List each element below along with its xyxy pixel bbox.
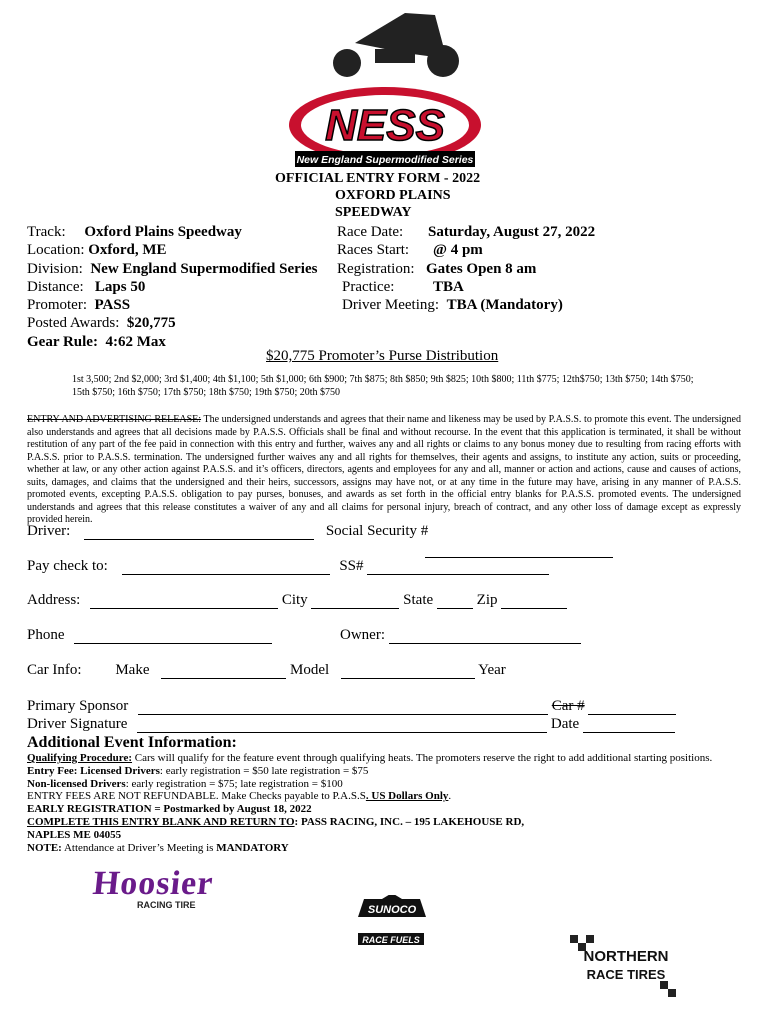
paycheck-field[interactable] bbox=[122, 560, 330, 575]
paycheck-row: Pay check to: SS# bbox=[27, 558, 549, 575]
address-field[interactable] bbox=[90, 594, 278, 609]
zip-field[interactable] bbox=[501, 594, 567, 609]
gear-value: 4:62 Max bbox=[105, 333, 166, 350]
purse-title: $20,775 Promoter’s Purse Distribution bbox=[266, 348, 499, 364]
races-start-value: @ 4 pm bbox=[433, 242, 483, 259]
promoter-value: PASS bbox=[94, 297, 131, 314]
svg-text:SUNOCO: SUNOCO bbox=[367, 904, 417, 916]
release-paragraph bbox=[27, 414, 741, 527]
car-info-row: Car Info: Make Model Year bbox=[27, 662, 506, 678]
track-value: Oxford Plains Speedway bbox=[84, 224, 242, 240]
signature-field[interactable] bbox=[137, 718, 547, 733]
event-details-left: Track: Oxford Plains Speedway Location: Oxford, ME Division: New England Supermodified Series Distance: Laps 50 Promoter: PASS Posted Awards: $20,775 Gear Rule: 4:62 Max bbox=[27, 224, 318, 350]
additional-info: Qualifying Procedure: Cars will qualify for the feature event through qualifying heats. The promoters reserve the right to add additional starting positions. Entry Fee: Licensed Drivers: early registration = $50 late registration = $75 Non-licensed Drivers: early registration = $75; late registration = $100 ENTRY FEES ARE NOT REFUNDABLE. Make Checks payable to P.A.S.S. US Dollars Only. EARLY REGISTRATION = Postmarked by August 18, 2022 COMPLETE THIS ENTRY BLANK AND RETURN TO: PASS RACING, INC. – 195 LAKEHOUSE RD, NAPLES ME 04055 NOTE: Attendance at Driver’s Meeting is MANDATORY bbox=[27, 752, 713, 854]
ss-field[interactable] bbox=[367, 560, 549, 575]
division-value: New England Supermodified Series bbox=[90, 260, 318, 277]
additional-heading: Additional Event Information: bbox=[27, 734, 237, 751]
model-field[interactable] bbox=[341, 664, 475, 679]
release-heading: ENTRY AND ADVERTISING RELEASE: bbox=[27, 414, 202, 425]
form-title bbox=[275, 170, 480, 221]
svg-text:RACE FUELS: RACE FUELS bbox=[362, 935, 420, 945]
release-text: The undersigned understands and agrees that their name and likeness may be used by P.A.S.S. to promote this event. The undersigned also understands and agrees that all decisions made by P.A.S.S. Officials shall be final and without recourse. In the event that this application is terminated, it shall be without restitution of any part of the fee paid in connection with this entry and further, waives any and all rights or claims to any bonus money due to resulting from racing efforts with P.A.S.S. prior to P.A.S.S. termination. The undersigned further waives any and all rights for themselves, their agents and assigns, to institute any action, suits or proceeding, whether at law, or any other action against P.A.S.S. and it’s officers, directors, agents and employees for any and all, manner or action and actions, cause and causes of actions, suits, damages, and claims that the undersigned and their heirs, successors, assigns may have not, or at any time in the future may have, arising in any manner of P.A.S.S. promoted events, excepting P.A.S.S. obligation to pay purses, bonuses, and awards as set forth in the official entry blanks for P.A.S.S. promoted events. The undersigned understands and agrees that this release constitutes a waiver of any and all claims for personal injury, breach of contract, and any other loss of damage except as expressly provided herein. bbox=[27, 414, 741, 525]
city-field[interactable] bbox=[311, 594, 399, 609]
ness-logo bbox=[285, 5, 485, 170]
driver-field[interactable] bbox=[84, 525, 314, 540]
registration-value: Gates Open 8 am bbox=[426, 260, 537, 277]
awards-value: $20,775 bbox=[126, 315, 176, 332]
purse-line2: 15th $750; 16th $750; 17th $750; 18th $750; 19th $750; 20th $750 bbox=[72, 387, 341, 398]
distance-value: Laps 50 bbox=[94, 278, 146, 295]
race-date-value: Saturday, August 27, 2022 bbox=[428, 224, 596, 240]
event-details-right: Race Date: Saturday, August 27, 2022 Races Start: @ 4 pm Registration: Gates Open 8 am Practice: TBA Driver Meeting: TBA (Mandatory) bbox=[337, 224, 596, 314]
date-field[interactable] bbox=[583, 718, 675, 733]
title-line2: OXFORD PLAINS bbox=[335, 188, 451, 203]
hoosier-logo: Hoosier RACING TIRE bbox=[91, 865, 216, 910]
driver-row: Driver: Social Security # bbox=[27, 523, 429, 539]
logo-text: NESS bbox=[325, 101, 445, 150]
practice-value: TBA bbox=[433, 278, 464, 295]
logo-subtitle: New England Supermodified Series bbox=[296, 154, 474, 166]
owner-field[interactable] bbox=[389, 629, 581, 644]
title-line3: SPEEDWAY bbox=[335, 205, 412, 220]
northern-logo bbox=[570, 935, 676, 997]
address-row: Address: City State Zip bbox=[27, 592, 567, 609]
driver-meeting-value: TBA (Mandatory) bbox=[446, 297, 563, 314]
make-field[interactable] bbox=[161, 664, 286, 679]
sponsor-row: Primary Sponsor Car # bbox=[27, 698, 676, 715]
sunoco-logo bbox=[352, 895, 432, 950]
phone-row: Phone Owner: bbox=[27, 627, 767, 644]
purse-line1: 1st 3,500; 2nd $2,000; 3rd $1,400; 4th $1,100; 5th $1,000; 6th $900; 7th $875; 8th $850; 9th $825; 10th $800; 11th $775; 12th$750; 13th $750; 14th $750; bbox=[72, 374, 694, 385]
title-line1: OFFICIAL ENTRY FORM - 2022 bbox=[275, 171, 481, 186]
ssn-field[interactable] bbox=[425, 543, 613, 558]
svg-text:NORTHERN: NORTHERN bbox=[583, 948, 669, 965]
state-field[interactable] bbox=[437, 594, 473, 609]
location-value: Oxford, ME bbox=[88, 242, 167, 259]
phone-field[interactable] bbox=[74, 629, 272, 644]
signature-row: Driver Signature Date bbox=[27, 716, 675, 733]
sponsor-field[interactable] bbox=[138, 700, 548, 715]
svg-text:RACE TIRES: RACE TIRES bbox=[586, 967, 666, 982]
car-number-field[interactable] bbox=[588, 700, 676, 715]
